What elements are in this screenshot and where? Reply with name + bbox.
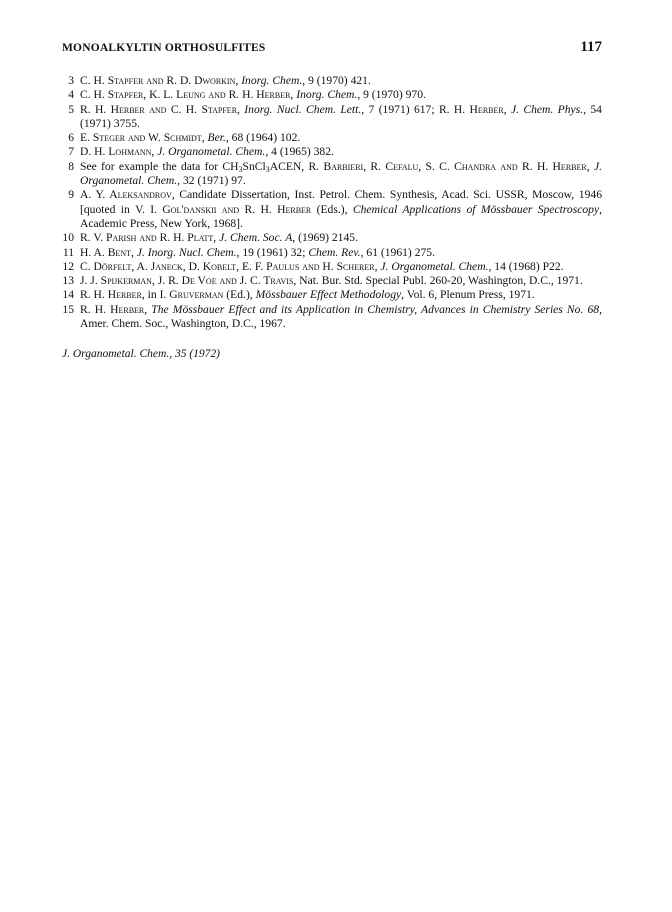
reference-number: 7 bbox=[68, 145, 74, 159]
reference-item bbox=[62, 274, 602, 288]
reference-authors: Gruverman bbox=[169, 288, 224, 302]
reference-authors: C. Dörfelt, A. Janeck, D. Kobelt, E. F. Paulus and H. Scherer, bbox=[80, 259, 378, 273]
reference-authors: D. H. Lohmann, bbox=[80, 145, 155, 159]
reference-authors: J. J. Spijkerman, J. R. De Voe and J. C. Travis, bbox=[80, 274, 297, 288]
reference-source: Mössbauer Effect Methodology bbox=[255, 288, 402, 302]
reference-item bbox=[62, 303, 602, 332]
reference-source: Inorg. Chem. bbox=[241, 74, 303, 87]
reference-authors: H. A. Bent, bbox=[80, 245, 134, 259]
reference-text: , 68 (1964) 102. bbox=[225, 131, 301, 145]
page-number: 117 bbox=[580, 39, 602, 55]
reference-source: J. Organometal. Chem. bbox=[80, 159, 602, 188]
reference-source: J. Chem. Phys. bbox=[510, 102, 584, 116]
reference-text: See for example the data for CH bbox=[80, 159, 239, 173]
reference-authors: R. V. Parish and R. H. Platt, bbox=[80, 231, 217, 245]
reference-authors: A. Y. Aleksandrov, bbox=[80, 188, 175, 202]
reference-text: SnCl bbox=[242, 159, 266, 173]
reference-text: (Eds.), bbox=[311, 202, 353, 216]
reference-number: 15 bbox=[62, 302, 74, 316]
reference-text: , 9 (1970) 970. bbox=[357, 88, 426, 102]
reference-source: Chem. Rev. bbox=[308, 245, 361, 259]
reference-text: , Academic Press, New York, 1968]. bbox=[80, 202, 602, 230]
reference-source: Inorg. Nucl. Chem. Lett. bbox=[244, 102, 362, 116]
reference-number: 13 bbox=[62, 274, 74, 288]
reference-text: 3 bbox=[265, 164, 270, 174]
reference-text: Candidate Dissertation, Inst. Petrol. Chem. Synthesis, Acad. Sci. USSR, Moscow, 1946 [quoted in bbox=[80, 188, 602, 216]
reference-text: (Ed.), bbox=[223, 288, 256, 302]
reference-item bbox=[62, 188, 602, 231]
page-header bbox=[62, 39, 602, 62]
reference-number: 4 bbox=[68, 88, 74, 102]
reference-source: J. Organometal. Chem. bbox=[157, 145, 266, 159]
reference-source: J. Organometal. Chem. bbox=[380, 259, 489, 273]
reference-number: 8 bbox=[68, 159, 74, 173]
reference-source: J. Inorg. Nucl. Chem. bbox=[136, 245, 237, 259]
reference-text: 3 bbox=[238, 164, 243, 174]
reference-authors: C. H. Stapfer and R. D. Dworkin, bbox=[80, 74, 239, 87]
reference-number: 10 bbox=[62, 231, 74, 245]
reference-text: Nat. Bur. Std. Special Publ. 260-20, Washington, D.C., 1971. bbox=[296, 274, 583, 288]
running-title: MONOALKYLTIN ORTHOSULFITES bbox=[62, 42, 266, 54]
reference-authors: C. H. Stapfer, K. L. Leung and R. H. Herber, bbox=[80, 88, 294, 102]
reference-text: , 9 (1970) 421. bbox=[302, 74, 371, 87]
reference-text: in I. bbox=[144, 288, 170, 302]
reference-text: , 19 (1961) 32; bbox=[236, 245, 309, 259]
reference-authors: E. Steger and W. Schmidt, bbox=[80, 131, 205, 145]
reference-item bbox=[62, 231, 602, 245]
reference-text: , 32 (1971) 97. bbox=[177, 174, 246, 188]
reference-authors: R. H. Herber, bbox=[80, 302, 148, 316]
journal-footer: J. Organometal. Chem., 35 (1972) bbox=[62, 348, 220, 360]
reference-number: 11 bbox=[62, 245, 74, 259]
reference-item bbox=[62, 103, 602, 132]
reference-authors: R. Barbieri, R. Cefalu, S. C. Chandra and R. H. Herber, bbox=[308, 159, 590, 173]
reference-number: 14 bbox=[62, 288, 74, 302]
reference-text: , 7 (1971) 617; bbox=[361, 102, 439, 116]
reference-text: , 4 (1965) 382. bbox=[265, 145, 334, 159]
reference-text: ACEN, bbox=[269, 159, 309, 173]
reference-number: 6 bbox=[68, 131, 74, 145]
reference-text: , (1969) 2145. bbox=[292, 231, 358, 245]
reference-source: Ber. bbox=[207, 131, 226, 145]
reference-source: Chemical Applications of Mössbauer Spectroscopy bbox=[352, 202, 600, 216]
reference-source: The Mössbauer Effect and its Application in Chemistry, Advances in Chemistry Series No. 68 bbox=[151, 302, 600, 316]
reference-source: Inorg. Chem. bbox=[296, 88, 358, 102]
reference-text: , 61 (1961) 275. bbox=[360, 245, 435, 259]
reference-item bbox=[62, 246, 602, 260]
reference-number: 3 bbox=[68, 74, 74, 87]
reference-item bbox=[62, 288, 602, 302]
reference-text: , Vol. 6, Plenum Press, 1971. bbox=[401, 288, 535, 302]
reference-item bbox=[62, 131, 602, 145]
reference-text: , 54 (1971) 3755. bbox=[80, 102, 602, 130]
reference-number: 9 bbox=[68, 188, 74, 202]
reference-authors: R. H. Herber, bbox=[80, 288, 145, 302]
reference-authors: V. I. Gol'danskii and R. H. Herber bbox=[135, 202, 312, 216]
reference-text: , 14 (1968) P22. bbox=[488, 259, 564, 273]
reference-number: 12 bbox=[62, 259, 74, 273]
reference-item bbox=[62, 145, 602, 159]
reference-authors: R. H. Herber, bbox=[438, 102, 507, 116]
reference-item bbox=[62, 74, 602, 88]
reference-source: J. Chem. Soc. A bbox=[219, 231, 293, 245]
reference-text: , Amer. Chem. Soc., Washington, D.C., 1967. bbox=[80, 302, 602, 331]
reference-item bbox=[62, 88, 602, 102]
reference-number: 5 bbox=[68, 102, 74, 116]
reference-item bbox=[62, 260, 602, 274]
reference-authors: R. H. Herber and C. H. Stapfer, bbox=[80, 102, 240, 116]
reference-item bbox=[62, 160, 602, 189]
reference-list bbox=[62, 74, 602, 331]
